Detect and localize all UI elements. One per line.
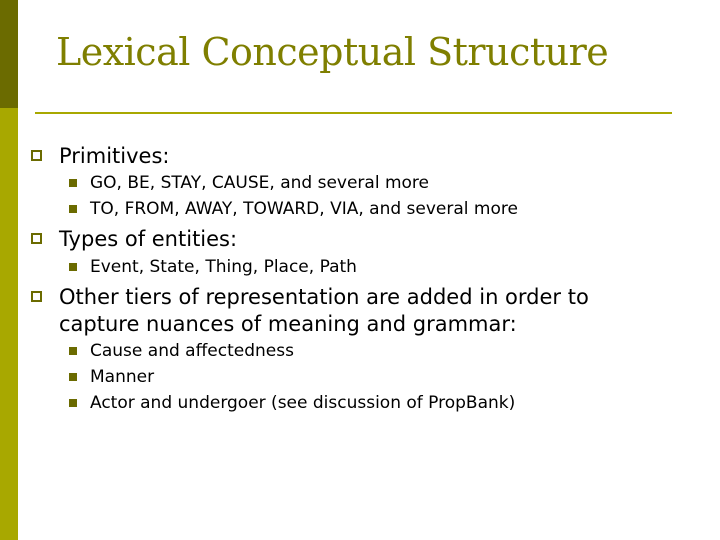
bullet-other-tiers-continued [59, 311, 517, 338]
subbullet-text: Manner [90, 367, 155, 387]
bullet-text-line1: Other tiers of representation are added in order to [59, 285, 589, 309]
bullet-text-line2: capture nuances of meaning and grammar: [59, 312, 517, 336]
filled-square-bullet-icon [69, 179, 77, 187]
subbullet-tiers-1 [90, 338, 294, 364]
subbullet-tiers-2 [90, 364, 154, 390]
filled-square-bullet-icon [69, 347, 77, 355]
filled-square-bullet-icon [69, 373, 77, 381]
subbullet-primitives-1 [90, 170, 429, 196]
hollow-square-bullet-icon [31, 291, 42, 302]
bullet-other-tiers [59, 284, 589, 311]
title-divider [35, 112, 672, 114]
subbullet-text: Actor and undergoer (see discussion of PropBank) [90, 393, 516, 413]
subbullet-text: TO, FROM, AWAY, TOWARD, VIA, and several more [90, 199, 518, 219]
bullet-text: Primitives: [59, 144, 170, 168]
bullet-text: Types of entities: [59, 227, 238, 251]
bullet-types-of-entities [59, 226, 237, 253]
bullet-primitives [59, 143, 170, 170]
subbullet-entities-1 [90, 254, 357, 280]
slide-title: Lexical Conceptual Structure [56, 30, 609, 74]
filled-square-bullet-icon [69, 205, 77, 213]
left-accent-bar-light [0, 108, 18, 540]
subbullet-text: Cause and affectedness [90, 341, 294, 361]
subbullet-text: Event, State, Thing, Place, Path [90, 257, 357, 277]
subbullet-text: GO, BE, STAY, CAUSE, and several more [90, 173, 430, 193]
hollow-square-bullet-icon [31, 150, 42, 161]
subbullet-primitives-2 [90, 196, 518, 222]
filled-square-bullet-icon [69, 399, 77, 407]
filled-square-bullet-icon [69, 263, 77, 271]
hollow-square-bullet-icon [31, 233, 42, 244]
left-accent-bar-dark [0, 0, 18, 108]
subbullet-tiers-3 [90, 390, 515, 416]
